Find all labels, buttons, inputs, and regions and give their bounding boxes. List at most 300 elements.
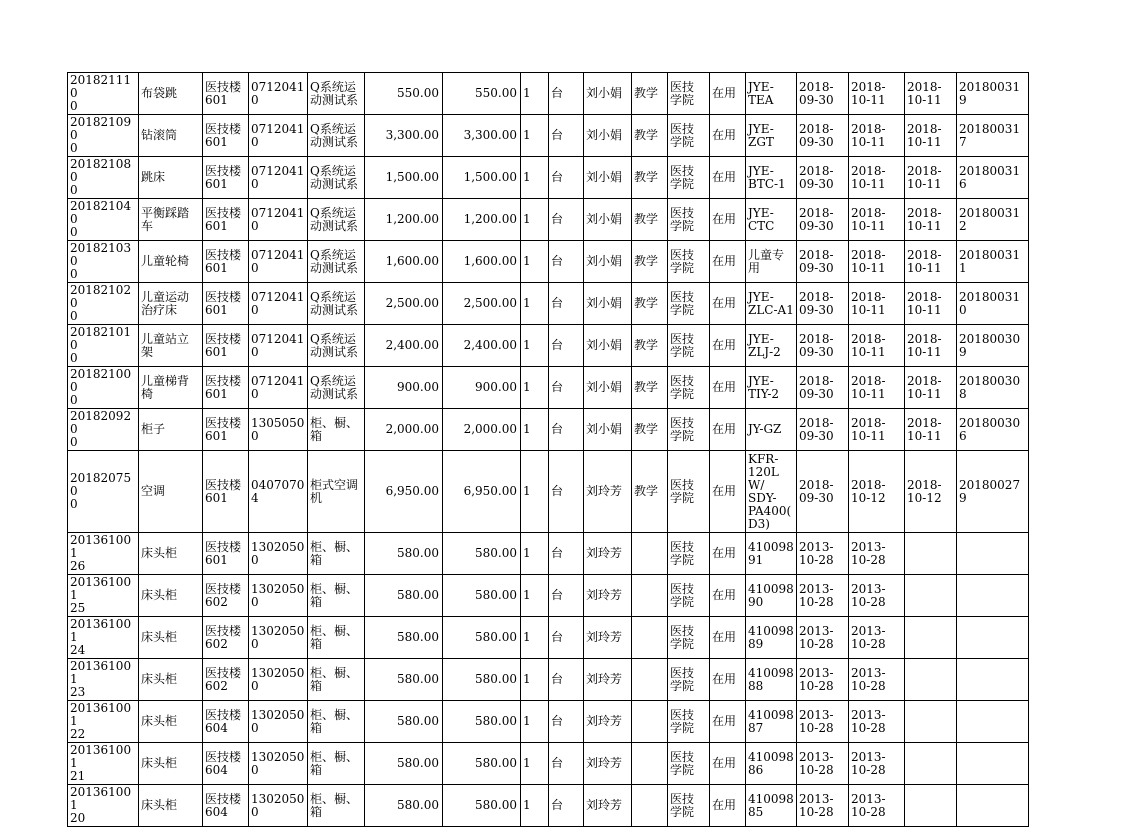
- location-cell: 医技楼 604: [203, 701, 249, 743]
- asset-table: [67, 72, 1029, 827]
- entry-date-cell: 2018- 10-11: [849, 367, 905, 409]
- usage-cell: [632, 701, 668, 743]
- unit-price-cell: 2,000.00: [365, 409, 443, 451]
- category-name-cell: Q系统运 动测试系: [308, 115, 365, 157]
- status-cell: 在用: [710, 743, 746, 785]
- status-cell: 在用: [710, 199, 746, 241]
- custodian-cell: 刘小娟: [584, 283, 632, 325]
- record-date-cell: 2018- 10-11: [905, 241, 957, 283]
- record-date-cell: 2018- 10-11: [905, 199, 957, 241]
- amount-cell: 580.00: [443, 617, 521, 659]
- record-date-cell: 2018- 10-11: [905, 115, 957, 157]
- asset-id-cell: 201821020 0: [68, 283, 139, 325]
- model-cell: 410098 85: [746, 785, 797, 827]
- usage-cell: 教学: [632, 409, 668, 451]
- asset-name-cell: 床头柜: [139, 659, 203, 701]
- department-cell: 医技 学院: [668, 241, 710, 283]
- quantity-cell: 1: [521, 367, 549, 409]
- quantity-cell: 1: [521, 701, 549, 743]
- asset-id-cell: 201821000 0: [68, 367, 139, 409]
- purchase-date-cell: 2018- 09-30: [797, 73, 849, 115]
- model-cell: JYE- BTC-1: [746, 157, 797, 199]
- custodian-cell: 刘小娟: [584, 199, 632, 241]
- usage-cell: 教学: [632, 115, 668, 157]
- model-cell: JYE- CTC: [746, 199, 797, 241]
- asset-id-cell: 201821110 0: [68, 73, 139, 115]
- amount-cell: 580.00: [443, 785, 521, 827]
- unit-cell: 台: [549, 409, 584, 451]
- table-row: [68, 575, 1029, 617]
- asset-id-cell: 201821080 0: [68, 157, 139, 199]
- entry-date-cell: 2018- 10-11: [849, 325, 905, 367]
- usage-cell: [632, 785, 668, 827]
- custodian-cell: 刘玲芳: [584, 785, 632, 827]
- quantity-cell: 1: [521, 659, 549, 701]
- asset-name-cell: 跳床: [139, 157, 203, 199]
- table-row: [68, 283, 1029, 325]
- model-cell: 410098 89: [746, 617, 797, 659]
- entry-date-cell: 2018- 10-12: [849, 451, 905, 533]
- model-cell: KFR- 120LW/ SDY- PA400( D3): [746, 451, 797, 533]
- purchase-date-cell: 2018- 09-30: [797, 241, 849, 283]
- quantity-cell: 1: [521, 73, 549, 115]
- amount-cell: 6,950.00: [443, 451, 521, 533]
- quantity-cell: 1: [521, 575, 549, 617]
- model-cell: 410098 90: [746, 575, 797, 617]
- model-cell: 410098 88: [746, 659, 797, 701]
- custodian-cell: 刘小娟: [584, 241, 632, 283]
- entry-date-cell: 2018- 10-11: [849, 241, 905, 283]
- asset-id-cell: 201361001 22: [68, 701, 139, 743]
- custodian-cell: 刘玲芳: [584, 743, 632, 785]
- department-cell: 医技 学院: [668, 283, 710, 325]
- unit-price-cell: 580.00: [365, 785, 443, 827]
- model-cell: JYE- ZLC-A1: [746, 283, 797, 325]
- amount-cell: 2,500.00: [443, 283, 521, 325]
- location-cell: 医技楼 601: [203, 241, 249, 283]
- category-code-cell: 13050500: [249, 409, 308, 451]
- amount-cell: 580.00: [443, 575, 521, 617]
- usage-cell: 教学: [632, 325, 668, 367]
- location-cell: 医技楼 601: [203, 115, 249, 157]
- unit-price-cell: 580.00: [365, 701, 443, 743]
- category-name-cell: Q系统运 动测试系: [308, 157, 365, 199]
- unit-price-cell: 3,300.00: [365, 115, 443, 157]
- department-cell: 医技 学院: [668, 533, 710, 575]
- quantity-cell: 1: [521, 533, 549, 575]
- entry-date-cell: 2013- 10-28: [849, 533, 905, 575]
- unit-cell: 台: [549, 73, 584, 115]
- table-row: [68, 533, 1029, 575]
- unit-cell: 台: [549, 283, 584, 325]
- document-number-cell: 201800316: [957, 157, 1029, 199]
- status-cell: 在用: [710, 157, 746, 199]
- category-code-cell: 13020500: [249, 743, 308, 785]
- unit-price-cell: 580.00: [365, 659, 443, 701]
- purchase-date-cell: 2018- 09-30: [797, 451, 849, 533]
- usage-cell: [632, 617, 668, 659]
- asset-name-cell: 平衡踩踏 车: [139, 199, 203, 241]
- status-cell: 在用: [710, 409, 746, 451]
- category-code-cell: 07120410: [249, 241, 308, 283]
- entry-date-cell: 2018- 10-11: [849, 283, 905, 325]
- document-number-cell: 201800309: [957, 325, 1029, 367]
- purchase-date-cell: 2013- 10-28: [797, 533, 849, 575]
- asset-name-cell: 床头柜: [139, 617, 203, 659]
- quantity-cell: 1: [521, 325, 549, 367]
- purchase-date-cell: 2018- 09-30: [797, 157, 849, 199]
- unit-price-cell: 1,500.00: [365, 157, 443, 199]
- status-cell: 在用: [710, 325, 746, 367]
- category-name-cell: Q系统运 动测试系: [308, 283, 365, 325]
- entry-date-cell: 2013- 10-28: [849, 659, 905, 701]
- category-code-cell: 13020500: [249, 659, 308, 701]
- location-cell: 医技楼 601: [203, 409, 249, 451]
- category-name-cell: 柜、橱、 箱: [308, 575, 365, 617]
- category-name-cell: Q系统运 动测试系: [308, 241, 365, 283]
- status-cell: 在用: [710, 451, 746, 533]
- location-cell: 医技楼 601: [203, 367, 249, 409]
- purchase-date-cell: 2018- 09-30: [797, 115, 849, 157]
- amount-cell: 900.00: [443, 367, 521, 409]
- table-row: [68, 743, 1029, 785]
- category-code-cell: 07120410: [249, 199, 308, 241]
- asset-id-cell: 201821090 0: [68, 115, 139, 157]
- unit-cell: 台: [549, 325, 584, 367]
- unit-cell: 台: [549, 743, 584, 785]
- purchase-date-cell: 2018- 09-30: [797, 409, 849, 451]
- record-date-cell: [905, 617, 957, 659]
- quantity-cell: 1: [521, 743, 549, 785]
- model-cell: JY-GZ: [746, 409, 797, 451]
- category-name-cell: 柜、橱、 箱: [308, 785, 365, 827]
- document-number-cell: 201800310: [957, 283, 1029, 325]
- asset-id-cell: 201361001 21: [68, 743, 139, 785]
- unit-cell: 台: [549, 367, 584, 409]
- custodian-cell: 刘玲芳: [584, 533, 632, 575]
- department-cell: 医技 学院: [668, 115, 710, 157]
- category-name-cell: Q系统运 动测试系: [308, 367, 365, 409]
- amount-cell: 580.00: [443, 743, 521, 785]
- purchase-date-cell: 2013- 10-28: [797, 659, 849, 701]
- category-name-cell: 柜、橱、 箱: [308, 659, 365, 701]
- model-cell: JYE- TEA: [746, 73, 797, 115]
- quantity-cell: 1: [521, 199, 549, 241]
- department-cell: 医技 学院: [668, 409, 710, 451]
- amount-cell: 580.00: [443, 659, 521, 701]
- location-cell: 医技楼 604: [203, 743, 249, 785]
- status-cell: 在用: [710, 367, 746, 409]
- document-number-cell: [957, 617, 1029, 659]
- location-cell: 医技楼 604: [203, 785, 249, 827]
- purchase-date-cell: 2013- 10-28: [797, 575, 849, 617]
- status-cell: 在用: [710, 575, 746, 617]
- category-code-cell: 13020500: [249, 617, 308, 659]
- unit-price-cell: 580.00: [365, 743, 443, 785]
- usage-cell: 教学: [632, 241, 668, 283]
- table-row: [68, 325, 1029, 367]
- asset-table-body: [68, 73, 1029, 827]
- record-date-cell: 2018- 10-11: [905, 283, 957, 325]
- record-date-cell: [905, 575, 957, 617]
- asset-name-cell: 钻滚筒: [139, 115, 203, 157]
- custodian-cell: 刘小娟: [584, 73, 632, 115]
- usage-cell: [632, 743, 668, 785]
- category-code-cell: 07120410: [249, 115, 308, 157]
- category-name-cell: Q系统运 动测试系: [308, 325, 365, 367]
- quantity-cell: 1: [521, 617, 549, 659]
- asset-name-cell: 床头柜: [139, 575, 203, 617]
- unit-price-cell: 2,400.00: [365, 325, 443, 367]
- usage-cell: [632, 533, 668, 575]
- purchase-date-cell: 2013- 10-28: [797, 785, 849, 827]
- asset-id-cell: 201821040 0: [68, 199, 139, 241]
- asset-name-cell: 空调: [139, 451, 203, 533]
- custodian-cell: 刘小娟: [584, 157, 632, 199]
- asset-id-cell: 201361001 24: [68, 617, 139, 659]
- location-cell: 医技楼 601: [203, 533, 249, 575]
- model-cell: 410098 91: [746, 533, 797, 575]
- model-cell: 儿童专 用: [746, 241, 797, 283]
- location-cell: 医技楼 601: [203, 325, 249, 367]
- department-cell: 医技 学院: [668, 743, 710, 785]
- document-number-cell: [957, 743, 1029, 785]
- category-code-cell: 07120410: [249, 367, 308, 409]
- model-cell: 410098 86: [746, 743, 797, 785]
- asset-name-cell: 儿童站立 架: [139, 325, 203, 367]
- amount-cell: 2,400.00: [443, 325, 521, 367]
- purchase-date-cell: 2018- 09-30: [797, 325, 849, 367]
- unit-cell: 台: [549, 617, 584, 659]
- custodian-cell: 刘玲芳: [584, 451, 632, 533]
- amount-cell: 1,600.00: [443, 241, 521, 283]
- unit-price-cell: 580.00: [365, 575, 443, 617]
- category-code-cell: 13020500: [249, 785, 308, 827]
- document-number-cell: [957, 785, 1029, 827]
- quantity-cell: 1: [521, 283, 549, 325]
- status-cell: 在用: [710, 73, 746, 115]
- usage-cell: [632, 575, 668, 617]
- category-name-cell: 柜、橱、 箱: [308, 617, 365, 659]
- model-cell: JYE- ZGT: [746, 115, 797, 157]
- asset-name-cell: 柜子: [139, 409, 203, 451]
- quantity-cell: 1: [521, 241, 549, 283]
- record-date-cell: 2018- 10-12: [905, 451, 957, 533]
- location-cell: 医技楼 601: [203, 199, 249, 241]
- unit-cell: 台: [549, 157, 584, 199]
- status-cell: 在用: [710, 283, 746, 325]
- status-cell: 在用: [710, 785, 746, 827]
- unit-price-cell: 1,600.00: [365, 241, 443, 283]
- category-code-cell: 07120410: [249, 157, 308, 199]
- unit-price-cell: 550.00: [365, 73, 443, 115]
- asset-id-cell: 201821030 0: [68, 241, 139, 283]
- table-row: [68, 157, 1029, 199]
- record-date-cell: 2018- 10-11: [905, 73, 957, 115]
- asset-id-cell: 201361001 25: [68, 575, 139, 617]
- amount-cell: 1,200.00: [443, 199, 521, 241]
- document-number-cell: 201800317: [957, 115, 1029, 157]
- location-cell: 医技楼 602: [203, 659, 249, 701]
- table-row: [68, 367, 1029, 409]
- status-cell: 在用: [710, 701, 746, 743]
- purchase-date-cell: 2018- 09-30: [797, 199, 849, 241]
- entry-date-cell: 2018- 10-11: [849, 157, 905, 199]
- unit-cell: 台: [549, 115, 584, 157]
- usage-cell: 教学: [632, 283, 668, 325]
- status-cell: 在用: [710, 659, 746, 701]
- record-date-cell: 2018- 10-11: [905, 325, 957, 367]
- usage-cell: 教学: [632, 367, 668, 409]
- quantity-cell: 1: [521, 451, 549, 533]
- unit-price-cell: 580.00: [365, 617, 443, 659]
- document-number-cell: 201800279: [957, 451, 1029, 533]
- unit-price-cell: 6,950.00: [365, 451, 443, 533]
- asset-name-cell: 床头柜: [139, 785, 203, 827]
- category-name-cell: 柜式空调 机: [308, 451, 365, 533]
- category-code-cell: 07120410: [249, 325, 308, 367]
- department-cell: 医技 学院: [668, 367, 710, 409]
- location-cell: 医技楼 602: [203, 617, 249, 659]
- location-cell: 医技楼 601: [203, 283, 249, 325]
- asset-id-cell: 201361001 20: [68, 785, 139, 827]
- table-row: [68, 701, 1029, 743]
- unit-price-cell: 580.00: [365, 533, 443, 575]
- department-cell: 医技 学院: [668, 617, 710, 659]
- entry-date-cell: 2013- 10-28: [849, 575, 905, 617]
- category-name-cell: 柜、橱、 箱: [308, 743, 365, 785]
- asset-id-cell: 201821010 0: [68, 325, 139, 367]
- department-cell: 医技 学院: [668, 575, 710, 617]
- department-cell: 医技 学院: [668, 659, 710, 701]
- asset-name-cell: 布袋跳: [139, 73, 203, 115]
- asset-name-cell: 床头柜: [139, 701, 203, 743]
- unit-cell: 台: [549, 785, 584, 827]
- category-code-cell: 13020500: [249, 701, 308, 743]
- purchase-date-cell: 2018- 09-30: [797, 283, 849, 325]
- record-date-cell: [905, 659, 957, 701]
- record-date-cell: 2018- 10-11: [905, 409, 957, 451]
- location-cell: 医技楼 601: [203, 73, 249, 115]
- entry-date-cell: 2018- 10-11: [849, 115, 905, 157]
- custodian-cell: 刘玲芳: [584, 575, 632, 617]
- amount-cell: 550.00: [443, 73, 521, 115]
- unit-price-cell: 900.00: [365, 367, 443, 409]
- category-code-cell: 13020500: [249, 575, 308, 617]
- document-number-cell: [957, 533, 1029, 575]
- category-name-cell: 柜、橱、 箱: [308, 701, 365, 743]
- status-cell: 在用: [710, 241, 746, 283]
- unit-cell: 台: [549, 533, 584, 575]
- unit-price-cell: 2,500.00: [365, 283, 443, 325]
- document-number-cell: [957, 701, 1029, 743]
- department-cell: 医技 学院: [668, 199, 710, 241]
- category-code-cell: 13020500: [249, 533, 308, 575]
- document-number-cell: 201800311: [957, 241, 1029, 283]
- usage-cell: 教学: [632, 157, 668, 199]
- table-row: [68, 73, 1029, 115]
- asset-name-cell: 儿童运动 治疗床: [139, 283, 203, 325]
- category-code-cell: 07120410: [249, 283, 308, 325]
- custodian-cell: 刘小娟: [584, 115, 632, 157]
- amount-cell: 2,000.00: [443, 409, 521, 451]
- custodian-cell: 刘玲芳: [584, 659, 632, 701]
- custodian-cell: 刘玲芳: [584, 617, 632, 659]
- record-date-cell: 2018- 10-11: [905, 157, 957, 199]
- location-cell: 医技楼 601: [203, 451, 249, 533]
- quantity-cell: 1: [521, 785, 549, 827]
- purchase-date-cell: 2013- 10-28: [797, 701, 849, 743]
- status-cell: 在用: [710, 617, 746, 659]
- amount-cell: 1,500.00: [443, 157, 521, 199]
- table-row: [68, 617, 1029, 659]
- table-row: [68, 115, 1029, 157]
- category-code-cell: 07120410: [249, 73, 308, 115]
- location-cell: 医技楼 602: [203, 575, 249, 617]
- department-cell: 医技 学院: [668, 451, 710, 533]
- amount-cell: 580.00: [443, 701, 521, 743]
- entry-date-cell: 2013- 10-28: [849, 785, 905, 827]
- category-name-cell: 柜、橱、 箱: [308, 533, 365, 575]
- category-name-cell: Q系统运 动测试系: [308, 73, 365, 115]
- location-cell: 医技楼 601: [203, 157, 249, 199]
- asset-id-cell: 201820750 0: [68, 451, 139, 533]
- quantity-cell: 1: [521, 157, 549, 199]
- usage-cell: 教学: [632, 199, 668, 241]
- document-number-cell: 201800319: [957, 73, 1029, 115]
- custodian-cell: 刘小娟: [584, 325, 632, 367]
- table-row: [68, 451, 1029, 533]
- record-date-cell: [905, 743, 957, 785]
- purchase-date-cell: 2013- 10-28: [797, 743, 849, 785]
- unit-cell: 台: [549, 451, 584, 533]
- table-row: [68, 785, 1029, 827]
- asset-name-cell: 儿童梯背 椅: [139, 367, 203, 409]
- table-row: [68, 659, 1029, 701]
- entry-date-cell: 2018- 10-11: [849, 199, 905, 241]
- usage-cell: 教学: [632, 451, 668, 533]
- category-code-cell: 04070704: [249, 451, 308, 533]
- custodian-cell: 刘玲芳: [584, 701, 632, 743]
- department-cell: 医技 学院: [668, 157, 710, 199]
- quantity-cell: 1: [521, 409, 549, 451]
- table-row: [68, 241, 1029, 283]
- purchase-date-cell: 2018- 09-30: [797, 367, 849, 409]
- table-row: [68, 199, 1029, 241]
- category-name-cell: 柜、橱、 箱: [308, 409, 365, 451]
- document-number-cell: [957, 575, 1029, 617]
- unit-cell: 台: [549, 659, 584, 701]
- asset-name-cell: 床头柜: [139, 533, 203, 575]
- amount-cell: 580.00: [443, 533, 521, 575]
- model-cell: 410098 87: [746, 701, 797, 743]
- department-cell: 医技 学院: [668, 325, 710, 367]
- amount-cell: 3,300.00: [443, 115, 521, 157]
- entry-date-cell: 2013- 10-28: [849, 701, 905, 743]
- department-cell: 医技 学院: [668, 785, 710, 827]
- model-cell: JYE- ZLJ-2: [746, 325, 797, 367]
- entry-date-cell: 2013- 10-28: [849, 743, 905, 785]
- entry-date-cell: 2013- 10-28: [849, 617, 905, 659]
- record-date-cell: [905, 533, 957, 575]
- department-cell: 医技 学院: [668, 73, 710, 115]
- unit-cell: 台: [549, 701, 584, 743]
- entry-date-cell: 2018- 10-11: [849, 409, 905, 451]
- custodian-cell: 刘小娟: [584, 367, 632, 409]
- table-row: [68, 409, 1029, 451]
- record-date-cell: [905, 701, 957, 743]
- document-number-cell: [957, 659, 1029, 701]
